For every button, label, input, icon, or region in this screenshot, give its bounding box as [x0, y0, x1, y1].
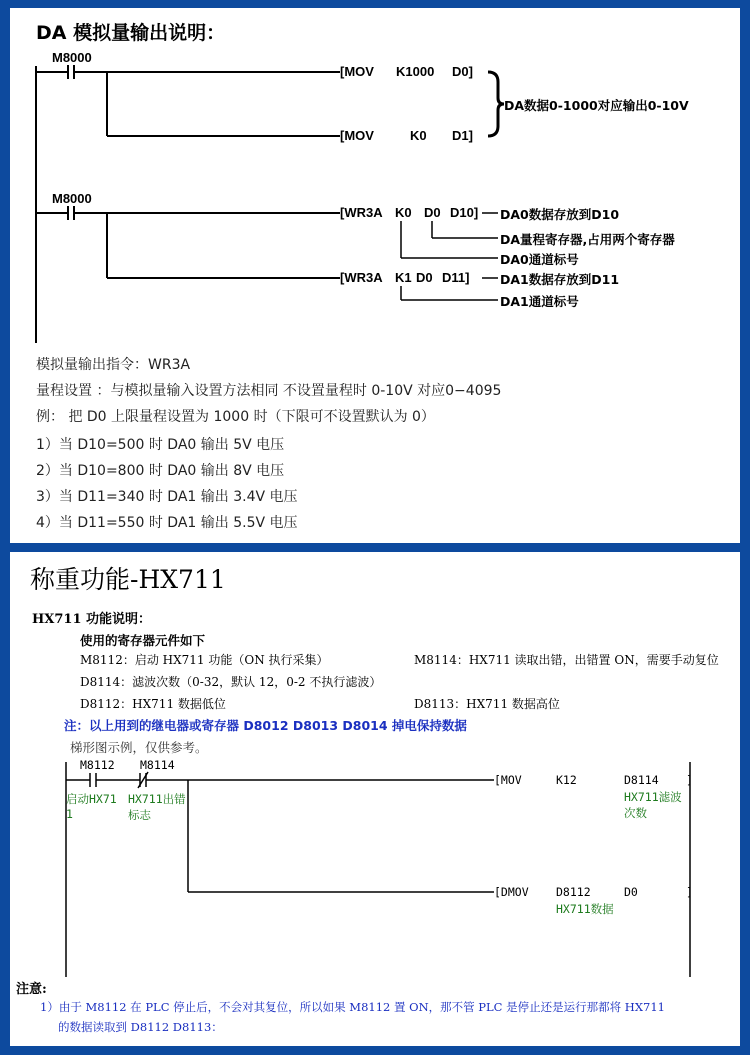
- register-heading: 使用的寄存器元件如下: [80, 633, 206, 648]
- note-da0-channel: DA0通道标号: [500, 252, 579, 267]
- register-m8112: M8112：启动 HX711 功能（ON 执行采集）: [80, 653, 329, 667]
- hx711-subtitle: HX711 功能说明：: [32, 612, 152, 627]
- operand-k1: K1: [395, 270, 412, 285]
- desc-line: 4）当 D11=550 时 DA1 输出 5.5V 电压: [36, 515, 298, 531]
- attention-text-2: 的数据读取到 D8112 D8113：: [58, 1020, 223, 1034]
- example-caption: 梯形图示例，仅供参考。: [70, 740, 208, 755]
- attention-text: 1）由于 M8112 在 PLC 停止后，不会对其复位，所以如果 M8112 置 ON，那不管 PLC 是停止还是运行那都将 HX711: [40, 1000, 665, 1014]
- contact-comment-error-2: 标志: [128, 808, 151, 822]
- hx711-panel: [10, 552, 740, 1046]
- desc-line: 1）当 D10=500 时 DA0 输出 5V 电压: [36, 437, 285, 453]
- retention-note: 注：以上用到的继电器或寄存器 D8012 D8013 D8014 掉电保持数据: [64, 718, 467, 733]
- operand-d8114: D8114: [624, 773, 659, 787]
- operand-d0: D0: [624, 885, 638, 899]
- bracket-close: ]: [686, 885, 693, 899]
- operand-k0: K0: [410, 128, 427, 143]
- instr-wr3a: [WR3A: [340, 205, 383, 220]
- operand-comment-filter-2: 次数: [624, 806, 647, 820]
- note-da0-data: DA0数据存放到D10: [500, 207, 620, 222]
- desc-line: 模拟量输出指令：WR3A: [36, 357, 191, 373]
- note-da-range: DA量程寄存器,占用两个寄存器: [500, 232, 675, 247]
- operand-d10: D10]: [450, 205, 479, 220]
- register-d8114: D8114：滤波次数（0-32，默认 12，0-2 不执行滤波）: [80, 675, 382, 689]
- operand-d1: D1]: [452, 128, 473, 143]
- contact-label-m8000: M8000: [52, 191, 92, 206]
- operand-comment-filter: HX711滤波: [624, 790, 682, 804]
- operand-k0: K0: [395, 205, 412, 220]
- operand-d11: D11]: [442, 270, 470, 285]
- contact-comment-start: 启动HX71: [66, 792, 117, 806]
- operand-d0: D0: [424, 205, 441, 220]
- brace-note: DA数据0-1000对应输出0-10V: [504, 98, 689, 113]
- instr-dmov: [DMOV: [494, 885, 529, 899]
- da-output-panel: [10, 8, 740, 543]
- operand-k1000: K1000: [396, 64, 435, 79]
- operand-d0: D0: [416, 270, 433, 285]
- operand-d8112: D8112: [556, 885, 591, 899]
- instr-mov: [MOV: [494, 773, 522, 787]
- register-m8114: M8114：HX711 读取出错，出错置 ON，需要手动复位: [414, 653, 719, 667]
- desc-line: 例： 把 D0 上限量程设置为 1000 时（下限可不设置默认为 0）: [36, 409, 435, 425]
- operand-d0: D0]: [452, 64, 473, 79]
- attention-label: 注意:: [16, 982, 47, 997]
- operand-comment-data: HX711数据: [556, 902, 614, 916]
- da-section-title: DA 模拟量输出说明：: [36, 22, 226, 44]
- contact-label-m8114: M8114: [140, 758, 175, 772]
- contact-label-m8000: M8000: [52, 50, 92, 65]
- desc-line: 量程设置 ：与模拟量输入设置方法相同 不设置量程时 0-10V 对应0−4095: [36, 383, 502, 399]
- instr-wr3a: [WR3A: [340, 270, 383, 285]
- operand-k12: K12: [556, 773, 577, 787]
- desc-line: 2）当 D10=800 时 DA0 输出 8V 电压: [36, 463, 285, 479]
- contact-label-m8112: M8112: [80, 758, 115, 772]
- register-d8112: D8112：HX711 数据低位: [80, 697, 226, 711]
- note-da1-data: DA1数据存放到D11: [500, 272, 620, 287]
- contact-comment-start-2: 1: [66, 807, 73, 821]
- hx711-title: 称重功能-HX711: [30, 565, 226, 594]
- contact-comment-error: HX711出错: [128, 792, 186, 806]
- instr-mov: [MOV: [340, 128, 374, 143]
- register-d8113: D8113：HX711 数据高位: [414, 697, 560, 711]
- instr-mov: [MOV: [340, 64, 374, 79]
- note-da1-channel: DA1通道标号: [500, 294, 579, 309]
- desc-line: 3）当 D11=340 时 DA1 输出 3.4V 电压: [36, 489, 298, 505]
- bracket-close: ]: [686, 773, 693, 787]
